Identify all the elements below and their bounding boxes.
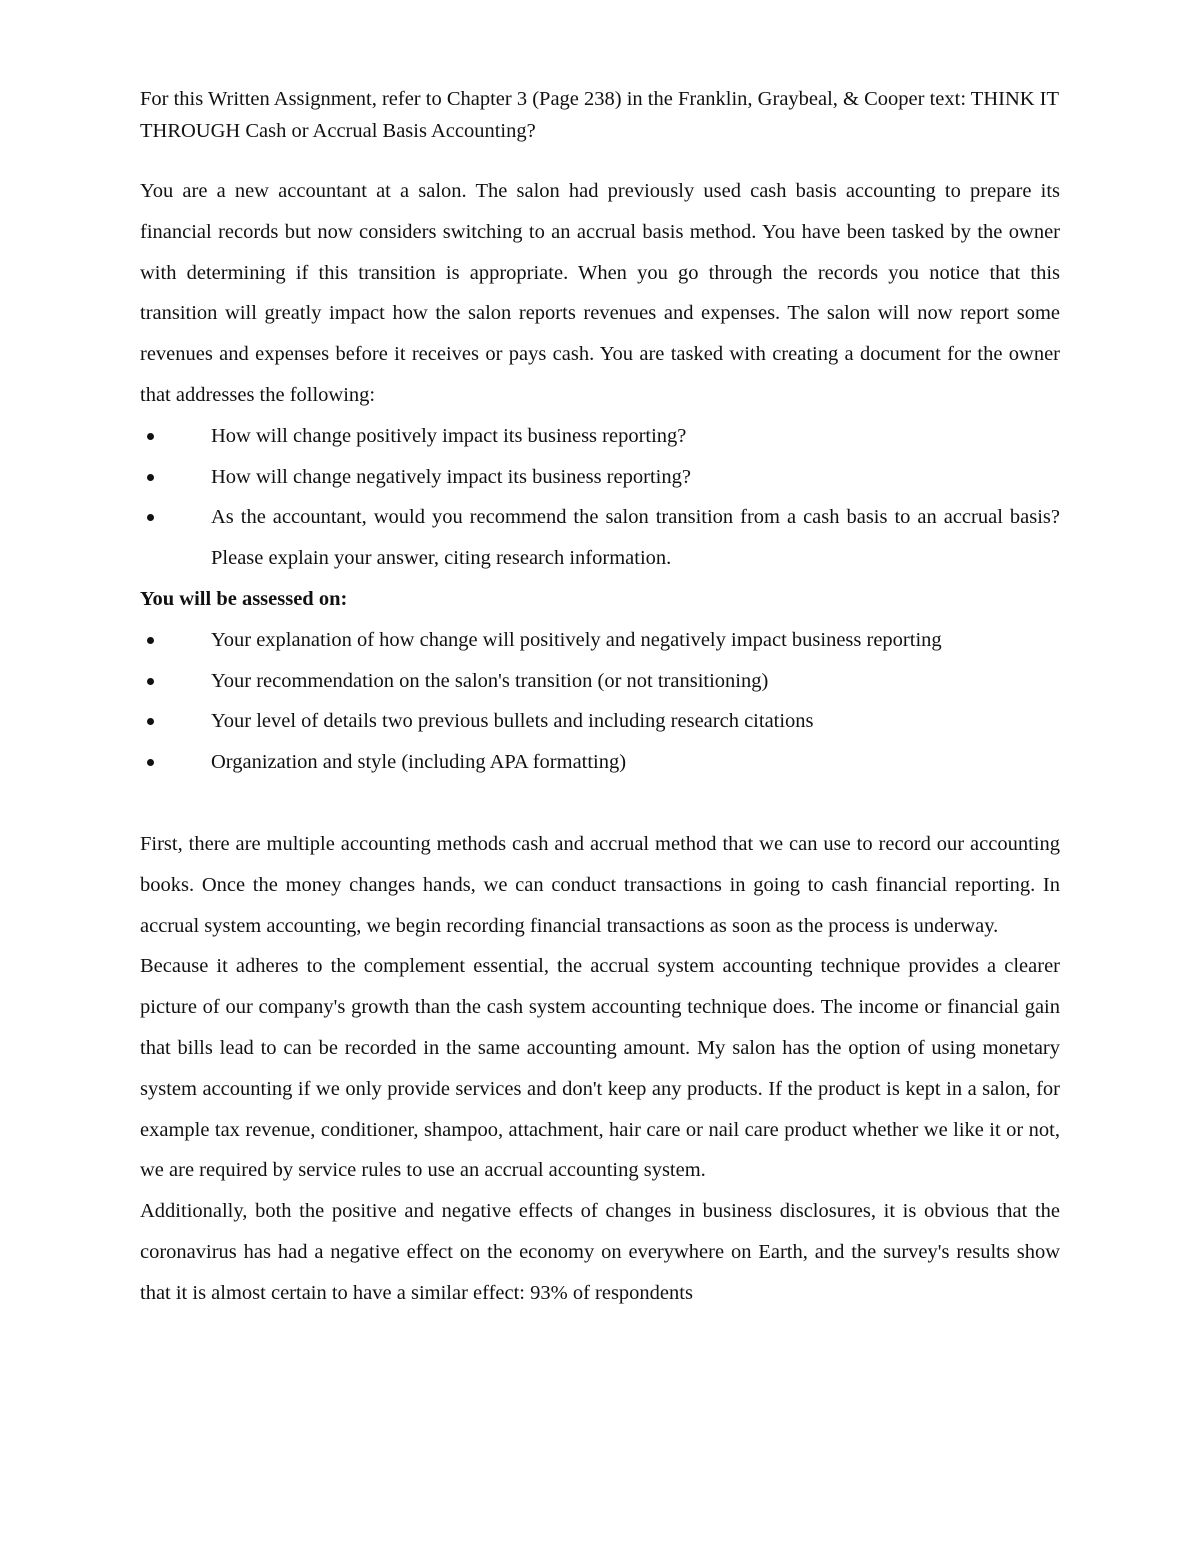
assessment-text: Organization and style (including APA formatting) — [211, 751, 627, 774]
list-item — [140, 457, 1060, 498]
assessment-text: Your explanation of how change will positively and negatively impact business reporting — [211, 628, 942, 651]
section-spacer — [140, 783, 1060, 824]
list-item — [140, 416, 1060, 457]
list-item — [140, 742, 1060, 783]
question-text: How will change positively impact its business reporting? — [211, 424, 687, 447]
question-text: As the accountant, would you recommend the salon transition from a cash basis to an accrual basis? Please explain your answer, citing research information. — [211, 506, 1060, 570]
assessment-list — [140, 620, 1060, 783]
list-item — [140, 620, 1060, 661]
list-item — [140, 701, 1060, 742]
assessment-text: Your recommendation on the salon's transition (or not transitioning) — [211, 669, 769, 692]
bullet-icon — [147, 433, 154, 440]
question-text: How will change negatively impact its business reporting? — [211, 465, 691, 488]
body-paragraph: Because it adheres to the complement essential, the accrual system accounting technique provides a clearer picture of our company's growth than the cash system accounting technique does. The income or financial gain that bills lead to can be recorded in the same accounting amount. My salon has the option of using monetary system accounting if we only provide services and don't keep any products. If the product is kept in a salon, for example tax revenue, conditioner, shampoo, attachment, hair care or nail care product whether we like it or not, we are required by service rules to use an accrual accounting system. — [140, 955, 1060, 1182]
body-paragraph: Additionally, both the positive and negative effects of changes in business disclosures, it is obvious that the coronavirus has had a negative effect on the economy on everywhere on Earth, and the survey's results show that it is almost certain to have a similar effect: 93% of respondents — [140, 1200, 1060, 1304]
assessment-heading: You will be assessed on: — [140, 587, 348, 610]
bullet-icon — [147, 718, 154, 725]
bullet-icon — [147, 514, 154, 521]
scenario-paragraph: You are a new accountant at a salon. The salon had previously used cash basis accounting to prepare its financial records but now considers switching to an accrual basis method. You have been tasked by the owner with determining if this transition is appropriate. When you go through the records you notice that this transition will greatly impact how the salon reports revenues and expenses. The salon will now report some revenues and expenses before it receives or pays cash. You are tasked with creating a document for the owner that addresses the following: — [140, 180, 1060, 406]
question-list — [140, 416, 1060, 579]
assessment-text: Your level of details two previous bullets and including research citations — [211, 710, 814, 733]
bullet-icon — [147, 474, 154, 481]
assignment-intro: For this Written Assignment, refer to Chapter 3 (Page 238) in the Franklin, Graybeal, & Cooper text: THINK IT THROUGH Cash or Accrual Basis Accounting? — [140, 88, 1059, 142]
body-paragraph: First, there are multiple accounting methods cash and accrual method that we can use to record our accounting books. Once the money changes hands, we can conduct transactions in going to cash financial reporting. In accrual system accounting, we begin recording financial transactions as soon as the process is underway. — [140, 832, 1060, 937]
bullet-icon — [147, 637, 154, 644]
list-item — [140, 497, 1060, 579]
bullet-icon — [147, 678, 154, 685]
bullet-icon — [147, 759, 154, 766]
list-item — [140, 661, 1060, 702]
response-body — [140, 824, 1060, 1314]
